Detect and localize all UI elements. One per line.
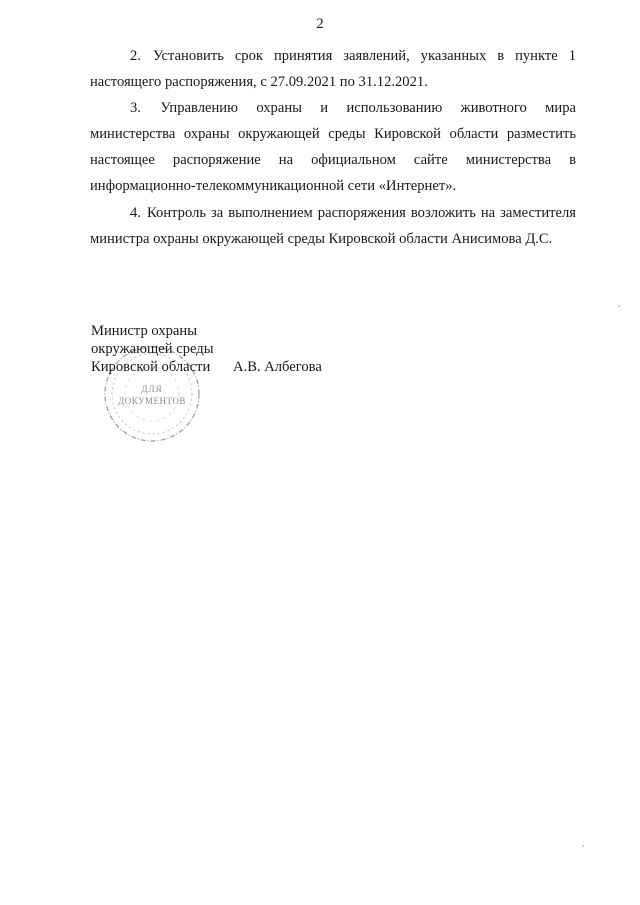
scan-speck: [618, 305, 620, 307]
paragraph-item-4: [90, 200, 576, 252]
paragraph-text: Контроль за выполнением распоряжения возложить на заместителя министра охраны окружающей среды Кировской области Анисимова Д.С.: [90, 205, 576, 247]
signature-position-line: Министр охраны: [91, 323, 198, 339]
page-number: 2: [316, 16, 324, 32]
stamp-text-bottom: ДОКУМЕНТОВ: [118, 396, 186, 406]
paragraph-number: 4.: [130, 205, 141, 221]
paragraph-item-3: [90, 95, 576, 199]
paragraph-number: 3.: [130, 100, 141, 116]
paragraph-number: 2.: [130, 48, 141, 64]
paragraph-text: Управлению охраны и использованию животного мира министерства охраны окружающей среды Кировской области разместить настоящее распоряжение на официальном сайте министерства в информационно-телекоммуникационной сети «Интернет».: [90, 100, 576, 194]
signature-position-line: окружающей среды: [91, 341, 214, 357]
signature-position: [91, 322, 214, 376]
paragraph-item-2: [90, 43, 576, 95]
scan-speck: [582, 845, 584, 847]
signature-position-line: Кировской области: [91, 359, 211, 375]
signer-name: А.В. Албегова: [233, 359, 322, 375]
stamp-text-top: ДЛЯ: [141, 384, 163, 394]
paragraph-text: Установить срок принятия заявлений, указанных в пункте 1 настоящего распоряжения, с 27.09.2021 по 31.12.2021.: [90, 48, 576, 90]
